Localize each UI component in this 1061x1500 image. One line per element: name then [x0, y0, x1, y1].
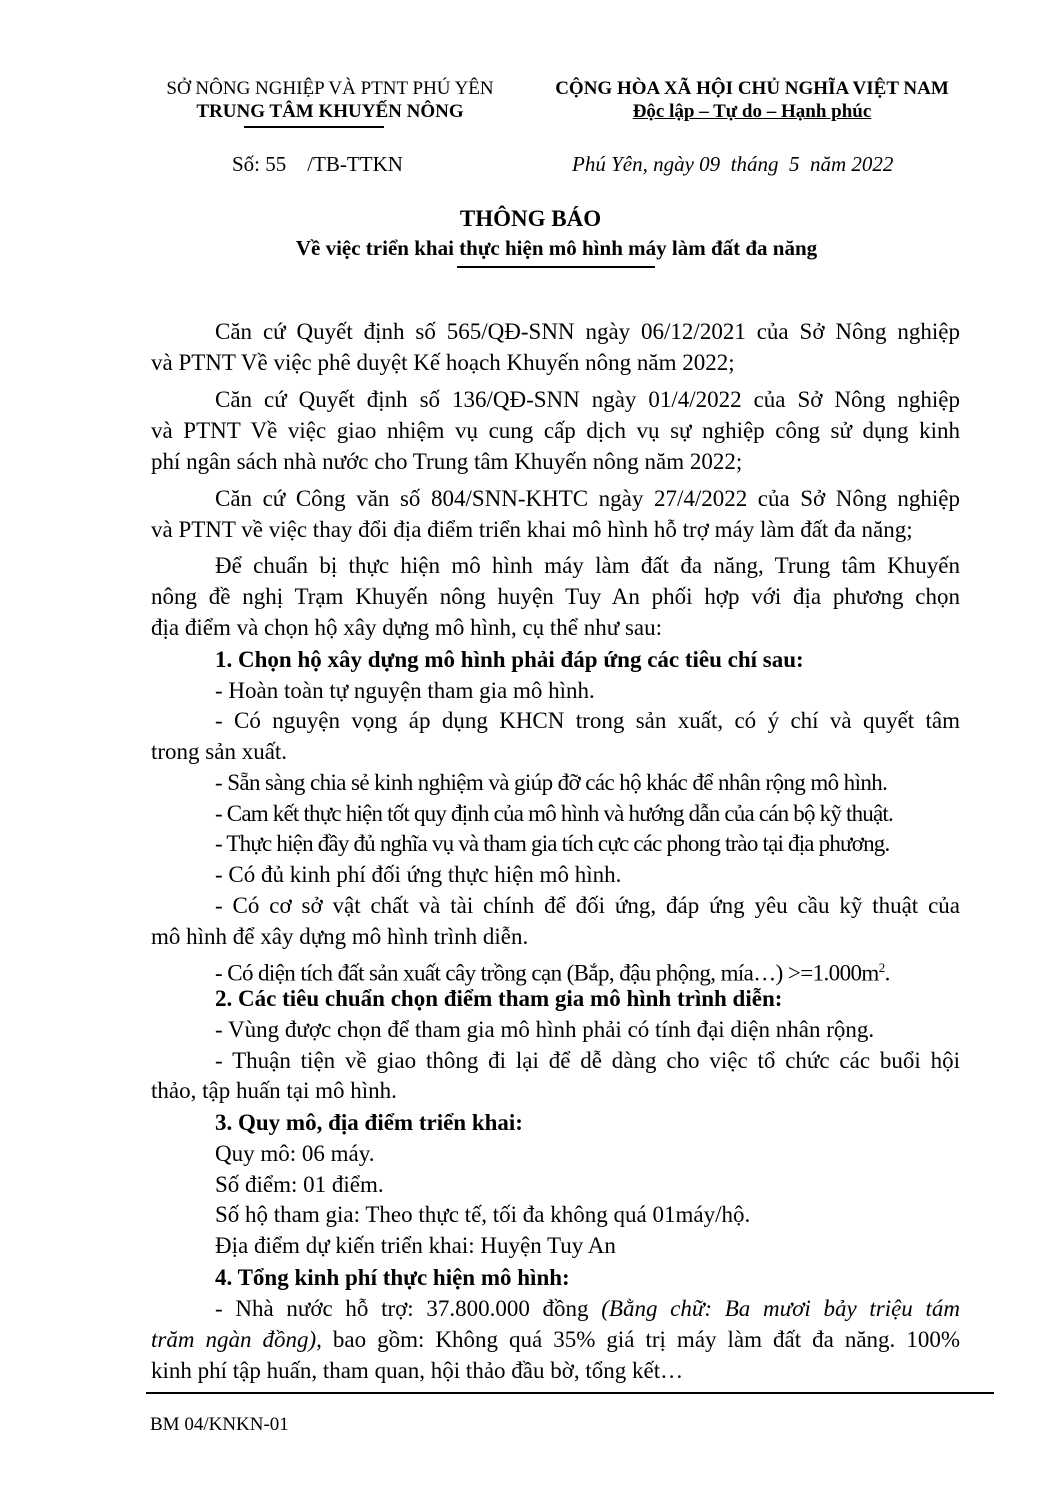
national-motto: Độc lập – Tự do – Hạnh phúc — [632, 101, 872, 122]
list-item: - Vùng được chọn để tham gia mô hình phải có tính đại diện nhân rộng. — [215, 1017, 875, 1042]
org-unit: TRUNG TÂM KHUYẾN NÔNG — [196, 101, 464, 122]
form-code: BM 04/KNKN-01 — [150, 1414, 289, 1435]
points-line: Số điểm: 01 điểm. — [215, 1172, 384, 1197]
paragraph-2: và PTNT Về việc giao nhiệm vụ cung cấp dịch vụ sự nghiệp công sử dụng kinh — [151, 418, 960, 443]
list-item: - Cam kết thực hiện tốt quy định của mô hình và hướng dẫn của cán bộ kỹ thuật. — [215, 801, 893, 826]
funding-details: bao gồm: Không quá 35% giá trị máy làm đất đa năng. 100% — [321, 1327, 960, 1352]
funding-line — [215, 1293, 960, 1324]
location-line: Địa điểm dự kiến triển khai: Huyện Tuy An — [215, 1233, 616, 1258]
funding-line — [151, 1324, 960, 1355]
title-underline — [457, 266, 655, 268]
square-superscript: 2 — [878, 960, 885, 975]
paragraph-4: Để chuẩn bị thực hiện mô hình máy làm đất đa năng, Trung tâm Khuyến — [215, 553, 960, 578]
list-item: thảo, tập huấn tại mô hình. — [151, 1078, 397, 1103]
area-requirement: - Có diện tích đất sản xuất cây trồng cạn (Bắp, đậu phộng, mía…) >=1.000m — [215, 960, 879, 986]
list-item: - Sẵn sàng chia sẻ kinh nghiệm và giúp đỡ các hộ khác để nhân rộng mô hình. — [215, 770, 888, 795]
list-item: - Thực hiện đầy đủ nghĩa vụ và tham gia tích cực các phong trào tại địa phương. — [215, 831, 890, 856]
funding-in-words: (Bằng chữ: Ba mươi bảy triệu tám — [601, 1296, 960, 1321]
scale-line: Quy mô: 06 máy. — [215, 1141, 375, 1166]
paragraph-2: Căn cứ Quyết định số 136/QĐ-SNN ngày 01/4/2022 của Sở Nông nghiệp — [215, 387, 960, 412]
paragraph-1: và PTNT Về việc phê duyệt Kế hoạch Khuyến nông năm 2022; — [151, 350, 735, 375]
place-date: Phú Yên, ngày 09 tháng 5 năm 2022 — [572, 152, 894, 176]
funding-line: kinh phí tập huấn, tham quan, hội thảo đầu bờ, tổng kết… — [151, 1358, 684, 1383]
list-item: - Có cơ sở vật chất và tài chính để đối ứng, đáp ứng yêu cầu kỹ thuật của — [215, 893, 960, 918]
list-item: - Hoàn toàn tự nguyện tham gia mô hình. — [215, 678, 595, 703]
paragraph-4: địa điểm và chọn hộ xây dựng mô hình, cụ thể như sau: — [151, 615, 663, 640]
funding-amount: - Nhà nước hỗ trợ: 37.800.000 đồng — [215, 1296, 602, 1321]
paragraph-3: và PTNT về việc thay đổi địa điểm triển khai mô hình hỗ trợ máy làm đất đa năng; — [151, 517, 913, 542]
list-item: - Thuận tiện về giao thông đi lại để dễ dàng cho việc tổ chức các buổi hội — [215, 1048, 960, 1073]
households-line: Số hộ tham gia: Theo thực tế, tối đa không quá 01máy/hộ. — [215, 1202, 751, 1227]
paragraph-4: nông đề nghị Trạm Khuyến nông huyện Tuy An phối hợp với địa phương chọn — [151, 584, 960, 609]
document-number: Số: 55 /TB-TTKN — [232, 152, 403, 176]
funding-in-words: trăm ngàn đồng), — [151, 1327, 322, 1352]
list-item: - Có nguyện vọng áp dụng KHCN trong sản xuất, có ý chí và quyết tâm — [215, 708, 960, 733]
section-1-heading: 1. Chọn hộ xây dựng mô hình phải đáp ứng các tiêu chí sau: — [215, 647, 804, 672]
period: . — [884, 960, 890, 986]
national-title: CỘNG HÒA XÃ HỘI CHỦ NGHĨA VIỆT NAM — [555, 78, 949, 99]
list-item: - Có đủ kinh phí đối ứng thực hiện mô hình. — [215, 862, 622, 887]
paragraph-2: phí ngân sách nhà nước cho Trung tâm Khuyến nông năm 2022; — [151, 449, 743, 474]
document-subtitle: Về việc triển khai thực hiện mô hình máy làm đất đa năng — [295, 236, 818, 260]
org-name: SỞ NÔNG NGHIỆP VÀ PTNT PHÚ YÊN — [166, 78, 494, 99]
section-3-heading: 3. Quy mô, địa điểm triển khai: — [215, 1110, 523, 1135]
section-4-heading: 4. Tổng kinh phí thực hiện mô hình: — [215, 1265, 570, 1290]
list-item: mô hình để xây dựng mô hình trình diễn. — [151, 924, 529, 949]
org-underline — [244, 126, 384, 128]
list-item: trong sản xuất. — [151, 739, 288, 764]
document-title: THÔNG BÁO — [459, 206, 602, 231]
footer-rule — [146, 1392, 994, 1394]
section-2-heading: 2. Các tiêu chuẩn chọn điểm tham gia mô hình trình diễn: — [215, 986, 783, 1011]
paragraph-3: Căn cứ Công văn số 804/SNN-KHTC ngày 27/4/2022 của Sở Nông nghiệp — [215, 486, 960, 511]
paragraph-1: Căn cứ Quyết định số 565/QĐ-SNN ngày 06/12/2021 của Sở Nông nghiệp — [215, 319, 960, 344]
